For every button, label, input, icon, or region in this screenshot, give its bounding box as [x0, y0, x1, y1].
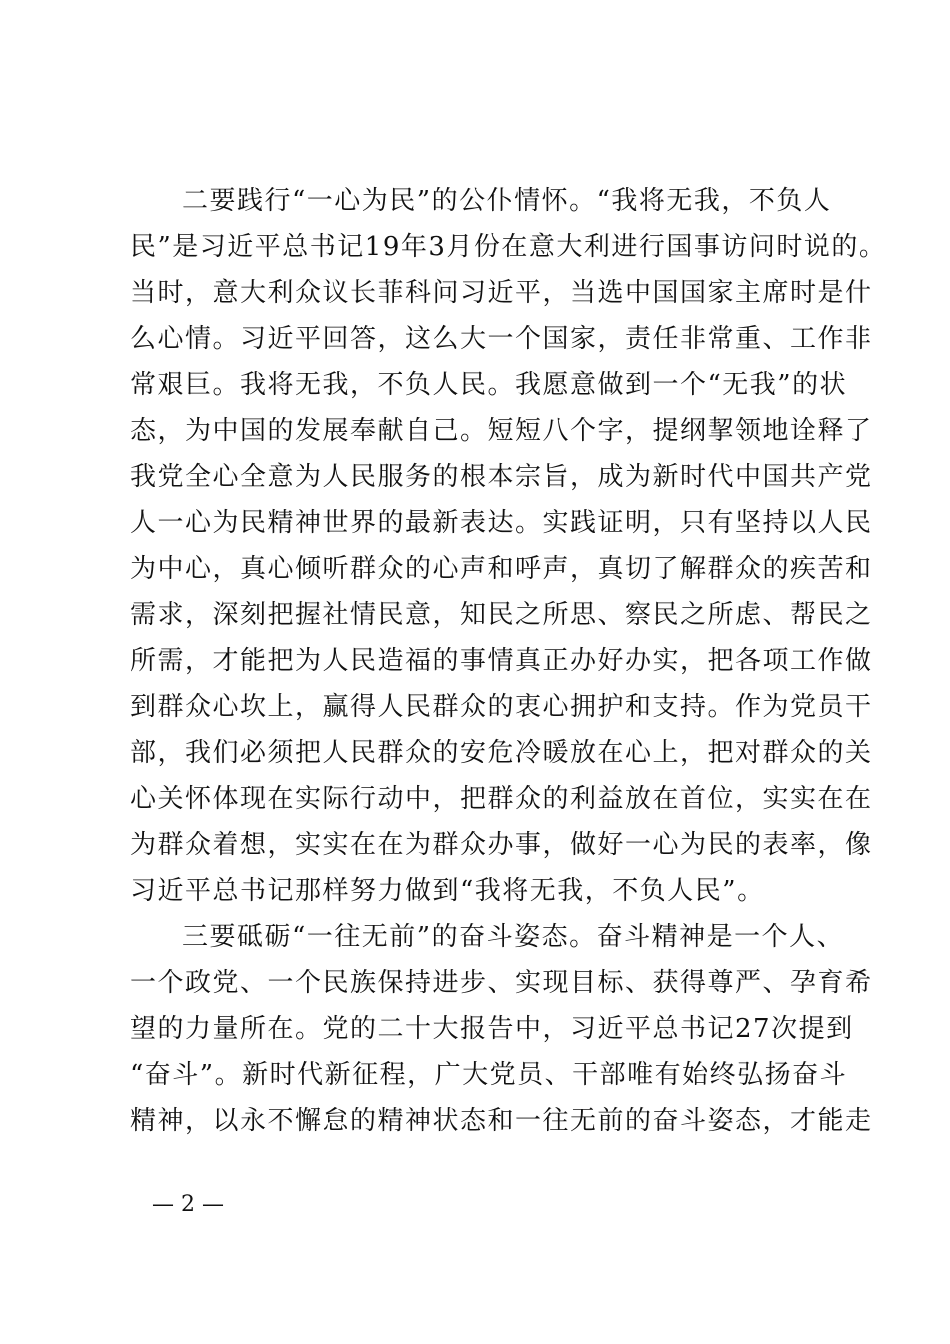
paragraph-1-line-5: 常艰巨。我将无我，不负人民。我愿意做到一个“无我”的状 [130, 370, 848, 400]
paragraph-1-line-16: 习近平总书记那样努力做到“我将无我，不负人民”。 [130, 876, 765, 906]
paragraph-2-line-3: 望的力量所在。党的二十大报告中，习近平总书记27次提到 [130, 1014, 854, 1044]
paragraph-1-line-7: 我党全心全意为人民服务的根本宗旨，成为新时代中国共产党 [130, 462, 873, 492]
paragraph-1-line-11: 所需，才能把为人民造福的事情真正办好办实，把各项工作做 [130, 646, 873, 676]
paragraph-1-line-10: 需求，深刻把握社情民意，知民之所思、察民之所虑、帮民之 [130, 600, 873, 630]
page-number: — 2 — [152, 1192, 224, 1217]
paragraph-2-line-4: “奋斗”。新时代新征程，广大党员、干部唯有始终弘扬奋斗 [130, 1060, 848, 1090]
paragraph-1-line-4: 么心情。习近平回答，这么大一个国家，责任非常重、工作非 [130, 324, 873, 354]
paragraph-1-line-1: 二要践行“一心为民”的公仆情怀。“我将无我，不负人 [182, 186, 832, 216]
paragraph-1-line-13: 部，我们必须把人民群众的安危冷暖放在心上，把对群众的关 [130, 738, 873, 768]
paragraph-1-line-2: 民”是习近平总书记19年3月份在意大利进行国事访问时说的。 [130, 232, 887, 262]
paragraph-1-line-14: 心关怀体现在实际行动中，把群众的利益放在首位，实实在在 [130, 784, 873, 814]
paragraph-1-line-15: 为群众着想，实实在在为群众办事，做好一心为民的表率，像 [130, 830, 873, 860]
paragraph-1-line-8: 人一心为民精神世界的最新表达。实践证明，只有坚持以人民 [130, 508, 873, 538]
paragraph-1-line-3: 当时，意大利众议长菲科问习近平，当选中国国家主席时是什 [130, 278, 873, 308]
paragraph-2-line-2: 一个政党、一个民族保持进步、实现目标、获得尊严、孕育希 [130, 968, 873, 998]
paragraph-1-line-12: 到群众心坎上，赢得人民群众的衷心拥护和支持。作为党员干 [130, 692, 873, 722]
paragraph-2-line-1: 三要砥砺“一往无前”的奋斗姿态。奋斗精神是一个人、 [182, 922, 845, 952]
paragraph-1-line-9: 为中心，真心倾听群众的心声和呼声，真切了解群众的疾苦和 [130, 554, 873, 584]
paragraph-2-line-5: 精神，以永不懈怠的精神状态和一往无前的奋斗姿态，才能走 [130, 1106, 873, 1136]
paragraph-1-line-6: 态，为中国的发展奉献自己。短短八个字，提纲挈领地诠释了 [130, 416, 873, 446]
